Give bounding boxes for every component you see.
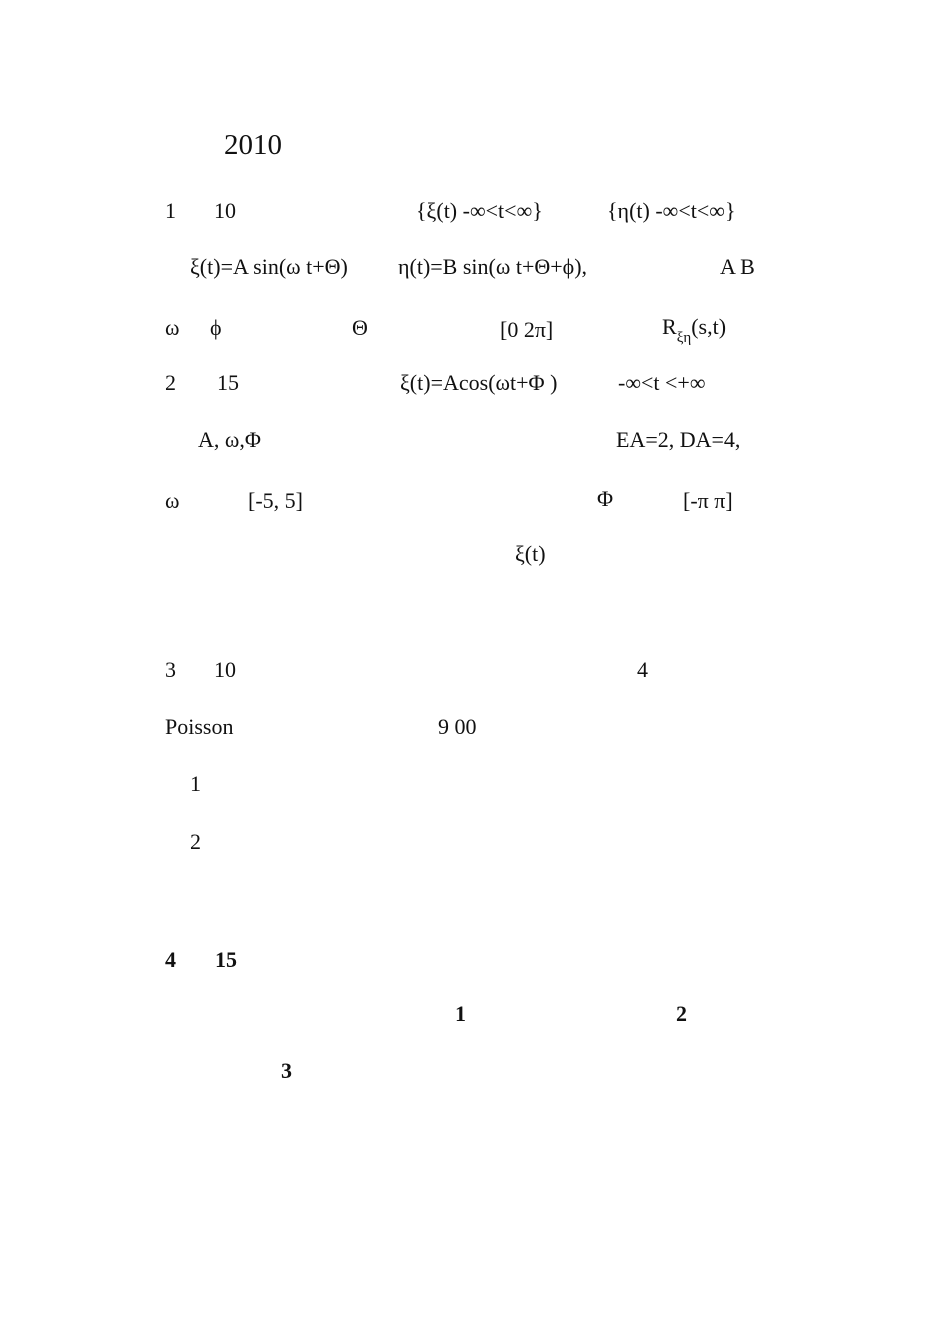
q4-part1: 1 <box>455 1001 466 1026</box>
q1-number: 1 <box>165 198 176 223</box>
q4-number: 4 <box>165 947 176 972</box>
q2-phi: Φ <box>597 486 614 511</box>
q1-process-eta: {η(t) -∞<t<∞} <box>607 198 736 223</box>
q1-process-xi: {ξ(t) -∞<t<∞} <box>416 198 543 223</box>
q1-vars-ab: A B <box>720 254 755 279</box>
exam-year: 2010 <box>224 129 282 161</box>
q2-phi-interval: [-π π] <box>683 488 733 513</box>
q4-score: 15 <box>215 947 237 972</box>
q1-correlation <box>662 314 727 346</box>
q1-def-xi: ξ(t)=A sin(ω t+Θ) <box>190 254 348 279</box>
q1-def-eta: η(t)=B sin(ω t+Θ+ϕ), <box>398 254 588 279</box>
q2-score: 15 <box>217 370 239 395</box>
q2-omega-interval: [-5, 5] <box>248 488 303 513</box>
q3-poisson: Poisson <box>165 714 234 739</box>
q3-sub1: 1 <box>190 771 201 796</box>
q2-moments: EA=2, DA=4, <box>616 427 741 452</box>
q2-omega: ω <box>165 488 180 513</box>
q3-four: 4 <box>637 657 648 682</box>
q1-score: 10 <box>214 198 236 223</box>
q1-phi: ϕ <box>210 315 222 340</box>
q1-theta: Θ <box>352 315 368 340</box>
q2-process: ξ(t) <box>515 541 546 566</box>
q1-r-args: (s,t) <box>691 314 727 339</box>
q1-omega: ω <box>165 315 180 340</box>
q2-range: -∞<t <+∞ <box>618 370 706 395</box>
q1-interval: [0 2π] <box>500 317 554 342</box>
q4-part3: 3 <box>281 1058 292 1083</box>
q2-vars: A, ω,Φ <box>198 427 261 452</box>
q2-number: 2 <box>165 370 176 395</box>
q2-def: ξ(t)=Acos(ωt+Φ ) <box>400 370 558 395</box>
q3-sub2: 2 <box>190 829 201 854</box>
q4-part2: 2 <box>676 1001 687 1026</box>
q1-r-subscript: ξη <box>676 330 692 346</box>
q3-number: 3 <box>165 657 176 682</box>
q3-score: 10 <box>214 657 236 682</box>
q1-r-symbol: R <box>662 314 677 339</box>
q3-time: 9 00 <box>438 714 477 739</box>
